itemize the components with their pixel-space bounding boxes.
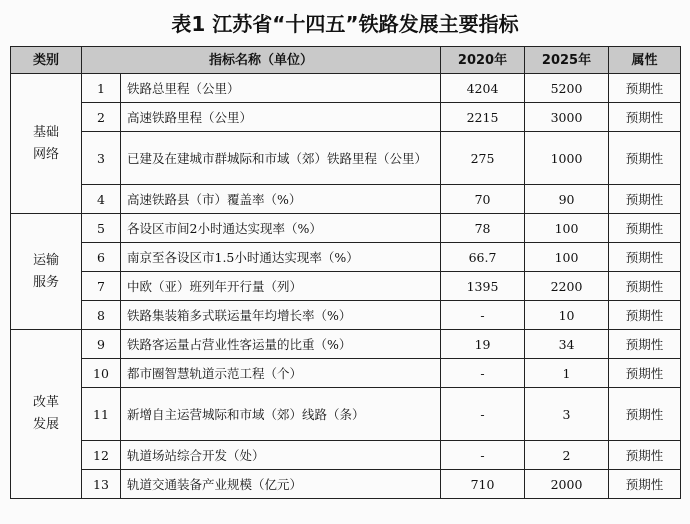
row-number: 8 <box>82 301 121 330</box>
value-2020: 19 <box>441 330 525 359</box>
row-number: 3 <box>82 132 121 185</box>
value-2025: 100 <box>525 214 609 243</box>
category-label: 改革 <box>32 395 59 410</box>
row-number: 9 <box>82 330 121 359</box>
table-row <box>11 243 681 272</box>
indicator-name: 高速铁路里程（公里） <box>121 103 441 132</box>
row-number: 1 <box>82 74 121 103</box>
table-row <box>11 132 681 185</box>
value-2020: - <box>441 301 525 330</box>
value-2025: 3000 <box>525 103 609 132</box>
value-2020: 4204 <box>441 74 525 103</box>
indicator-name: 都市圈智慧轨道示范工程（个） <box>121 359 441 388</box>
table-title: 表1 江苏省“十四五”铁路发展主要指标 <box>171 11 519 36</box>
attribute-value: 预期性 <box>609 132 681 185</box>
table-row <box>11 470 681 499</box>
header-2020: 2020年 <box>441 47 525 74</box>
indicator-name: 铁路集装箱多式联运量年均增长率（%） <box>121 301 441 330</box>
row-number: 7 <box>82 272 121 301</box>
attribute-value: 预期性 <box>609 441 681 470</box>
table-row <box>11 185 681 214</box>
row-number: 2 <box>82 103 121 132</box>
indicator-name: 高速铁路县（市）覆盖率（%） <box>121 185 441 214</box>
value-2020: 66.7 <box>441 243 525 272</box>
category-label: 网络 <box>32 146 59 162</box>
table-row <box>11 359 681 388</box>
header-2025: 2025年 <box>525 47 609 74</box>
table-row <box>11 330 681 359</box>
attribute-value: 预期性 <box>609 301 681 330</box>
value-2025: 34 <box>525 330 609 359</box>
value-2025: 2200 <box>525 272 609 301</box>
category-label: 服务 <box>32 274 59 290</box>
category-cell <box>11 74 82 214</box>
table-row <box>11 214 681 243</box>
category-cell <box>11 214 82 330</box>
attribute-value: 预期性 <box>609 359 681 388</box>
attribute-value: 预期性 <box>609 470 681 499</box>
row-number: 4 <box>82 185 121 214</box>
category-cell <box>11 330 82 499</box>
value-2025: 1000 <box>525 132 609 185</box>
attribute-value: 预期性 <box>609 388 681 441</box>
attribute-value: 预期性 <box>609 185 681 214</box>
header-indicator: 指标名称（单位） <box>82 47 441 74</box>
row-number: 11 <box>82 388 121 441</box>
indicator-name: 各设区市间2小时通达实现率（%） <box>121 214 441 243</box>
indicator-name: 铁路总里程（公里） <box>121 74 441 103</box>
indicator-name: 已建及在建城市群城际和市域（郊）铁路里程（公里） <box>121 132 441 185</box>
value-2025: 100 <box>525 243 609 272</box>
indicator-name: 铁路客运量占营业性客运量的比重（%） <box>121 330 441 359</box>
table-row <box>11 272 681 301</box>
attribute-value: 预期性 <box>609 272 681 301</box>
row-number: 13 <box>82 470 121 499</box>
value-2020: 70 <box>441 185 525 214</box>
value-2020: 275 <box>441 132 525 185</box>
attribute-value: 预期性 <box>609 330 681 359</box>
row-number: 6 <box>82 243 121 272</box>
value-2020: 1395 <box>441 272 525 301</box>
value-2025: 1 <box>525 359 609 388</box>
value-2020: 710 <box>441 470 525 499</box>
table-row <box>11 103 681 132</box>
indicator-name: 新增自主运营城际和市域（郊）线路（条） <box>121 388 441 441</box>
indicator-name: 南京至各设区市1.5小时通达实现率（%） <box>121 243 441 272</box>
value-2025: 2000 <box>525 470 609 499</box>
value-2020: - <box>441 388 525 441</box>
value-2020: - <box>441 441 525 470</box>
table-row <box>11 441 681 470</box>
attribute-value: 预期性 <box>609 243 681 272</box>
indicator-name: 轨道场站综合开发（处） <box>121 441 441 470</box>
row-number: 10 <box>82 359 121 388</box>
category-label: 运输 <box>32 252 59 268</box>
header-category: 类别 <box>11 47 82 74</box>
value-2025: 2 <box>525 441 609 470</box>
category-label: 发展 <box>32 417 59 432</box>
value-2025: 90 <box>525 185 609 214</box>
indicators-table <box>10 46 681 499</box>
table-row <box>11 388 681 441</box>
attribute-value: 预期性 <box>609 214 681 243</box>
indicator-name: 中欧（亚）班列年开行量（列） <box>121 272 441 301</box>
header-attribute: 属性 <box>609 47 681 74</box>
table-row <box>11 74 681 103</box>
attribute-value: 预期性 <box>609 74 681 103</box>
value-2020: 2215 <box>441 103 525 132</box>
value-2025: 10 <box>525 301 609 330</box>
value-2020: 78 <box>441 214 525 243</box>
attribute-value: 预期性 <box>609 103 681 132</box>
indicator-name: 轨道交通装备产业规模（亿元） <box>121 470 441 499</box>
row-number: 12 <box>82 441 121 470</box>
value-2025: 5200 <box>525 74 609 103</box>
value-2025: 3 <box>525 388 609 441</box>
table-row <box>11 301 681 330</box>
header-row <box>11 47 681 74</box>
category-label: 基础 <box>32 124 59 140</box>
row-number: 5 <box>82 214 121 243</box>
value-2020: - <box>441 359 525 388</box>
